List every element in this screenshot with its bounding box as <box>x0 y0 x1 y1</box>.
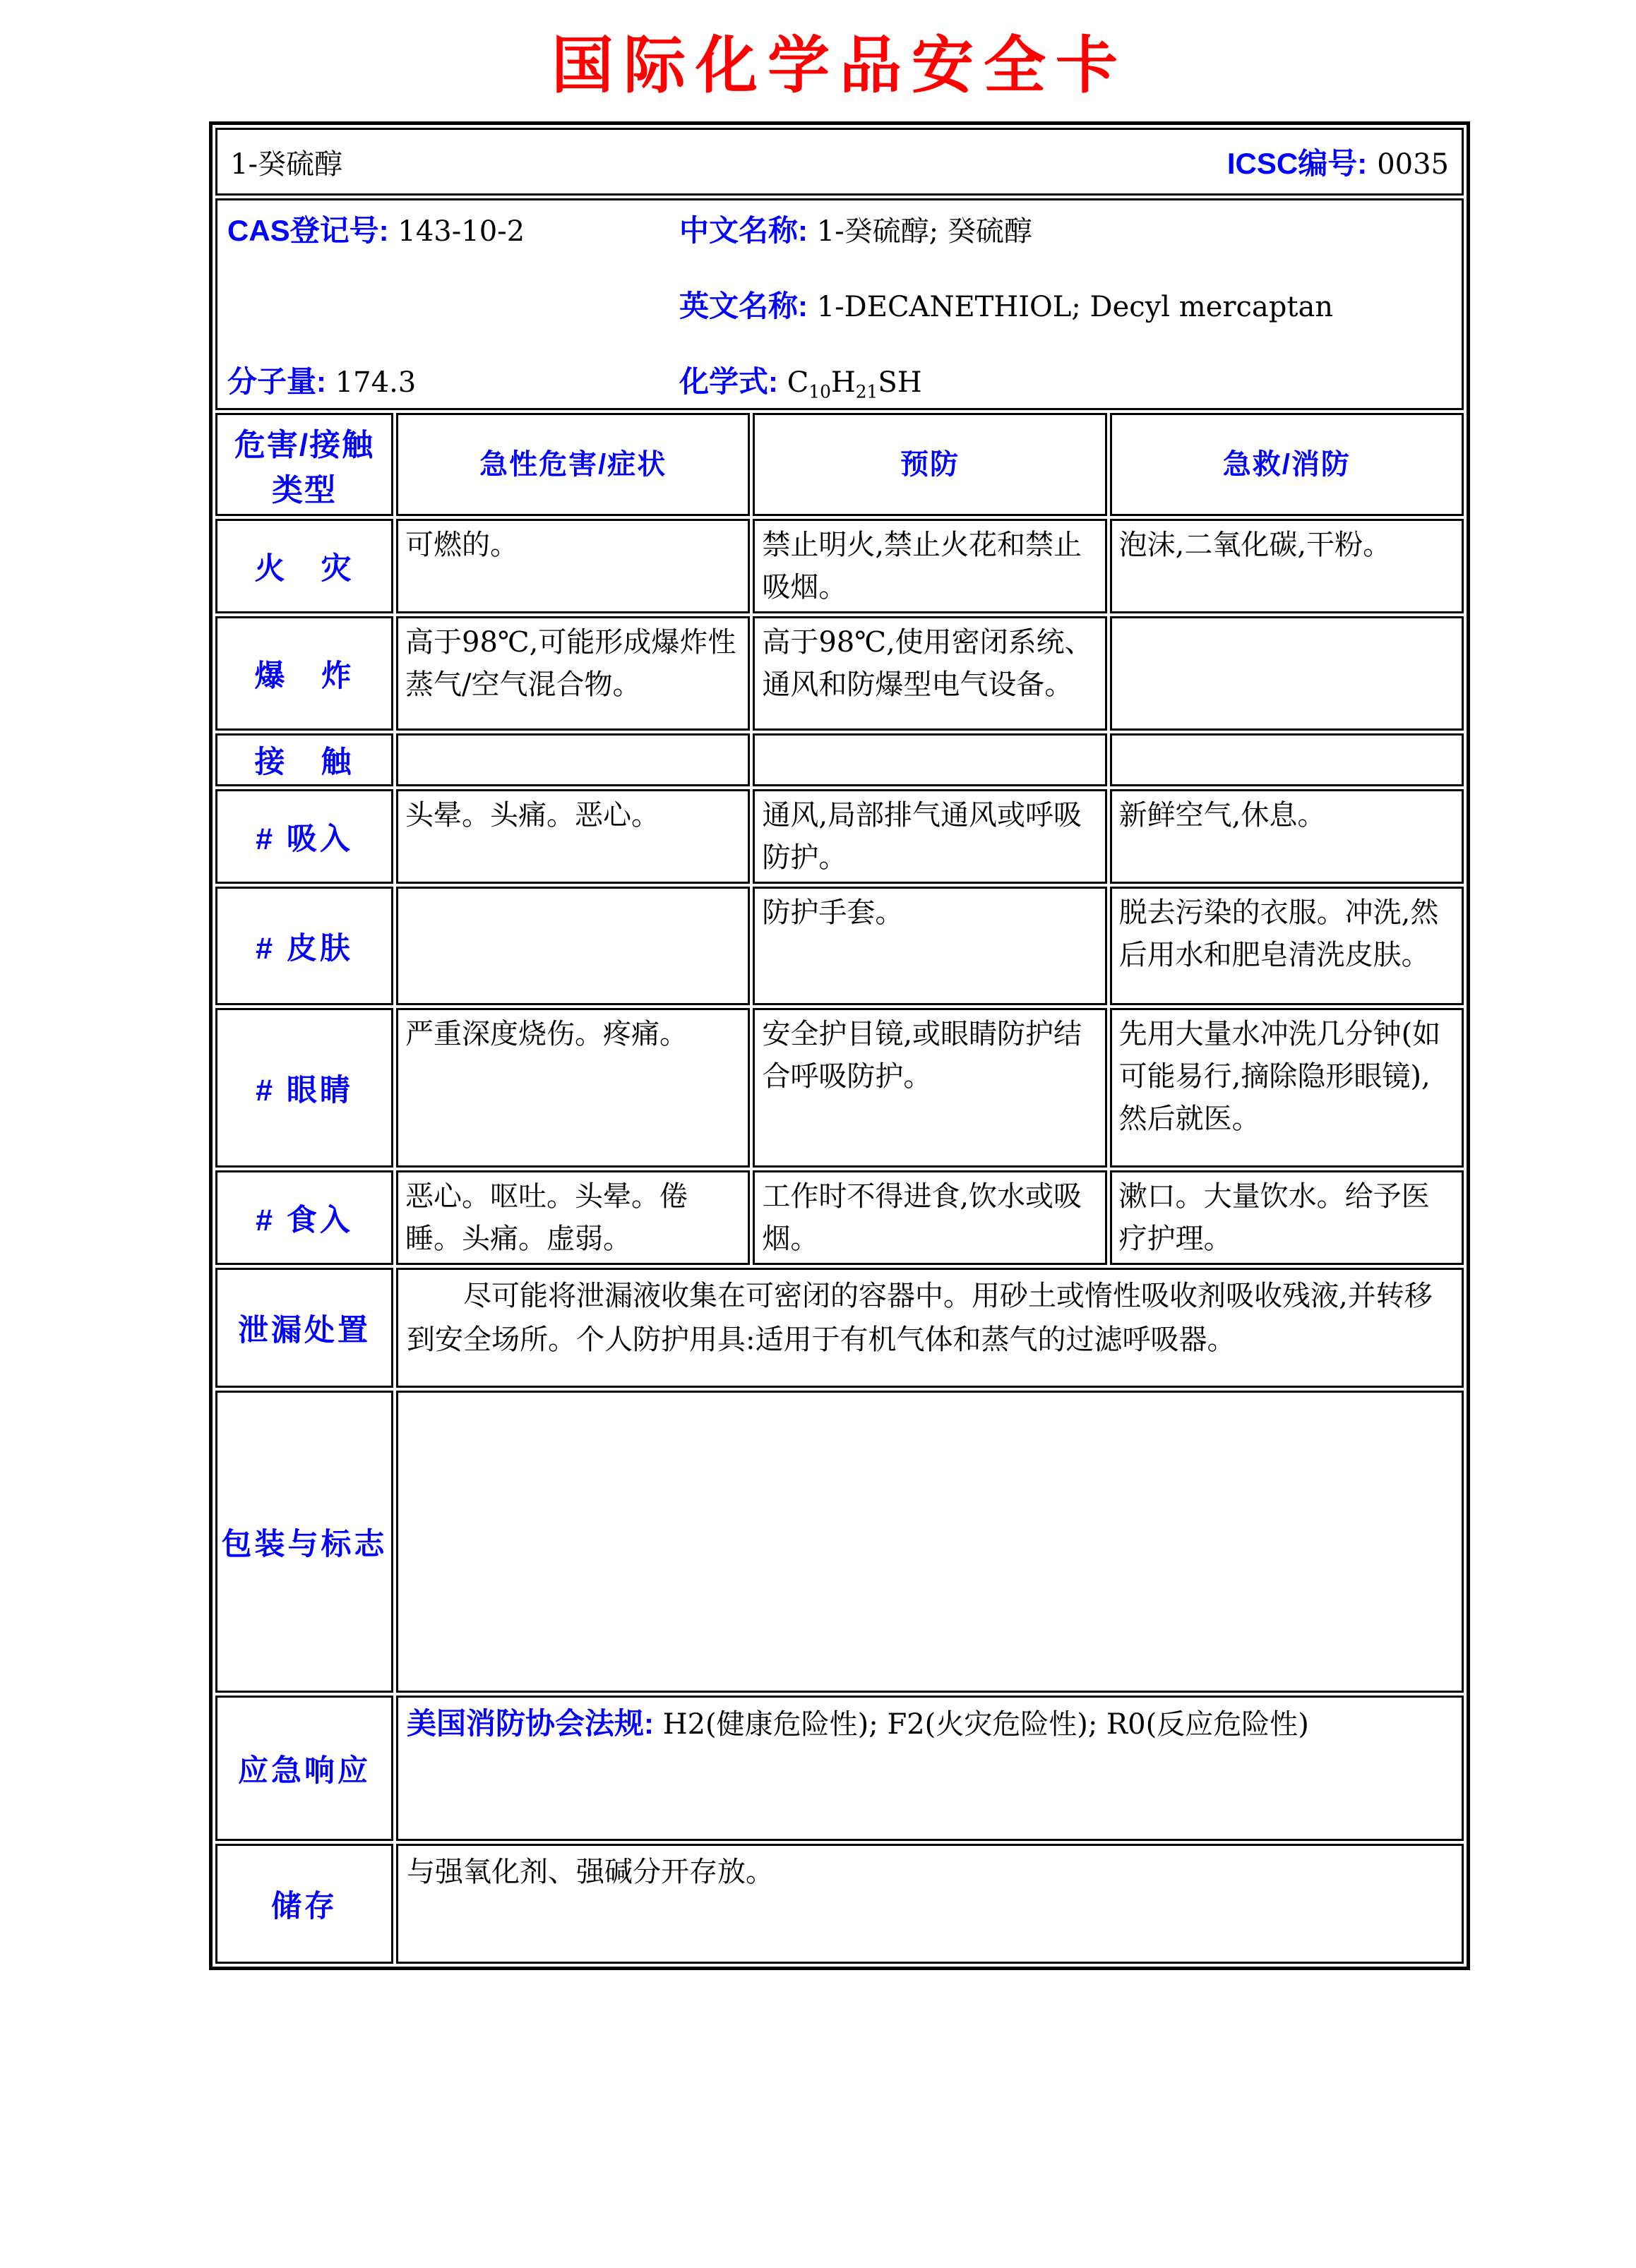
spillage-content-cell <box>396 1268 1464 1388</box>
substance-name: 1-癸硫醇 <box>230 148 342 181</box>
hazard-row-skin <box>215 887 1464 1005</box>
hazard-label-ingestion: # 食入 <box>215 1170 393 1265</box>
hazard-header-response: 急救/消防 <box>1110 413 1464 516</box>
hazard-header-row <box>215 413 1464 516</box>
cn-name-value: 1-癸硫醇; 癸硫醇 <box>816 215 1032 248</box>
hazard-row-contact <box>215 733 1464 786</box>
contact-symptoms <box>396 733 750 786</box>
spillage-content: 尽可能将泄漏液收集在可密闭的容器中。用砂土或惰性吸收剂吸收残液,并转移到安全场所。个人防护用具:适用于有机气体和蒸气的过滤呼吸器。 <box>407 1280 1433 1356</box>
ingestion-prevention: 工作时不得进食,饮水或吸烟。 <box>753 1170 1106 1265</box>
section-label-packaging: 包装与标志 <box>215 1391 393 1693</box>
formula-h: H <box>830 366 856 399</box>
packaging-content-cell <box>396 1391 1464 1693</box>
cn-name-line <box>679 208 1452 250</box>
eyes-prevention: 安全护目镜,或眼睛防护结合呼吸防护。 <box>753 1008 1106 1168</box>
identifiers-cell <box>215 198 1464 410</box>
emergency-content <box>407 1702 1453 1746</box>
row-substance <box>215 128 1464 196</box>
safety-card <box>209 121 1470 1970</box>
formula-sh: SH <box>878 366 922 399</box>
inhalation-symptoms: 头晕。头痛。恶心。 <box>396 789 750 884</box>
fire-response: 泡沫,二氧化碳,干粉。 <box>1110 519 1464 613</box>
hazard-row-explosion <box>215 616 1464 731</box>
formula-c: C <box>787 366 809 399</box>
row-identifiers <box>215 198 1464 410</box>
formula-sub-21: 21 <box>855 381 878 402</box>
fire-symptoms: 可燃的。 <box>396 519 750 613</box>
skin-symptoms <box>396 887 750 1005</box>
cas-label: CAS登记号: <box>227 214 389 247</box>
explosion-response <box>1110 616 1464 731</box>
storage-content: 与强氧化剂、强碱分开存放。 <box>407 1856 774 1888</box>
nfpa-label: 美国消防协会法规: <box>407 1707 654 1740</box>
hazard-header-type-line2: 类型 <box>272 473 337 508</box>
hazard-header-type <box>215 413 393 516</box>
en-name-label: 英文名称: <box>679 289 808 323</box>
hazard-label-fire: 火 灾 <box>215 519 393 613</box>
mw-value: 174.3 <box>335 366 417 399</box>
en-name-value: 1-DECANETHIOL; Decyl mercaptan <box>816 291 1334 323</box>
hazard-header-symptoms: 急性危害/症状 <box>396 413 750 516</box>
fire-prevention: 禁止明火,禁止火花和禁止吸烟。 <box>753 519 1106 613</box>
skin-response: 脱去污染的衣服。冲洗,然后用水和肥皂清洗皮肤。 <box>1110 887 1464 1005</box>
explosion-symptoms: 高于98℃,可能形成爆炸性蒸气/空气混合物。 <box>396 616 750 731</box>
mw-line <box>227 359 679 401</box>
hazard-row-eyes <box>215 1008 1464 1168</box>
page-title: 国际化学品安全卡 <box>551 28 1128 102</box>
hazard-label-eyes: # 眼睛 <box>215 1008 393 1168</box>
icsc-number <box>1227 140 1449 183</box>
hazard-label-explosion: 爆 炸 <box>215 616 393 731</box>
cn-name-label: 中文名称: <box>679 214 808 247</box>
eyes-symptoms: 严重深度烧伤。疼痛。 <box>396 1008 750 1168</box>
formula-line <box>679 359 1452 401</box>
section-row-storage <box>215 1844 1464 1964</box>
en-name-line <box>679 283 1452 325</box>
inhalation-response: 新鲜空气,休息。 <box>1110 789 1464 884</box>
icsc-label: ICSC编号: <box>1226 147 1368 180</box>
hazard-label-skin: # 皮肤 <box>215 887 393 1005</box>
section-label-spillage: 泄漏处置 <box>215 1268 393 1388</box>
ingestion-symptoms: 恶心。呕吐。头晕。倦睡。头痛。虚弱。 <box>396 1170 750 1265</box>
hazard-row-ingestion <box>215 1170 1464 1265</box>
storage-content-cell <box>396 1844 1464 1964</box>
skin-prevention: 防护手套。 <box>753 887 1106 1005</box>
formula-value <box>787 366 922 402</box>
formula-sub-10: 10 <box>808 381 831 402</box>
contact-response <box>1110 733 1464 786</box>
nfpa-values: H2(健康危险性); F2(火灾危险性); R0(反应危险性) <box>662 1708 1309 1741</box>
hazard-label-contact: 接 触 <box>215 733 393 786</box>
section-label-storage: 储存 <box>215 1844 393 1964</box>
eyes-response: 先用大量水冲洗几分钟(如可能易行,摘除隐形眼镜),然后就医。 <box>1110 1008 1464 1168</box>
section-row-packaging <box>215 1391 1464 1693</box>
hazard-header-type-line1: 危害/接触 <box>234 428 375 462</box>
cas-value: 143-10-2 <box>398 215 525 248</box>
cas-line <box>227 208 679 250</box>
identifiers-left <box>227 208 679 401</box>
inhalation-prevention: 通风,局部排气通风或呼吸防护。 <box>753 789 1106 884</box>
ingestion-response: 漱口。大量饮水。给予医疗护理。 <box>1110 1170 1464 1265</box>
icsc-value: 0035 <box>1377 148 1449 181</box>
emergency-content-cell <box>396 1696 1464 1841</box>
contact-prevention <box>753 733 1106 786</box>
section-row-emergency <box>215 1696 1464 1841</box>
identifiers-right <box>679 208 1452 401</box>
mw-label: 分子量: <box>227 365 326 398</box>
explosion-prevention: 高于98℃,使用密闭系统、通风和防爆型电气设备。 <box>753 616 1106 731</box>
formula-label: 化学式: <box>679 365 778 398</box>
substance-cell <box>215 128 1464 196</box>
hazard-row-inhalation <box>215 789 1464 884</box>
hazard-label-inhalation: # 吸入 <box>215 789 393 884</box>
section-row-spillage <box>215 1268 1464 1388</box>
section-label-emergency: 应急响应 <box>215 1696 393 1841</box>
hazard-header-prevention: 预防 <box>753 413 1106 516</box>
hazard-row-fire <box>215 519 1464 613</box>
